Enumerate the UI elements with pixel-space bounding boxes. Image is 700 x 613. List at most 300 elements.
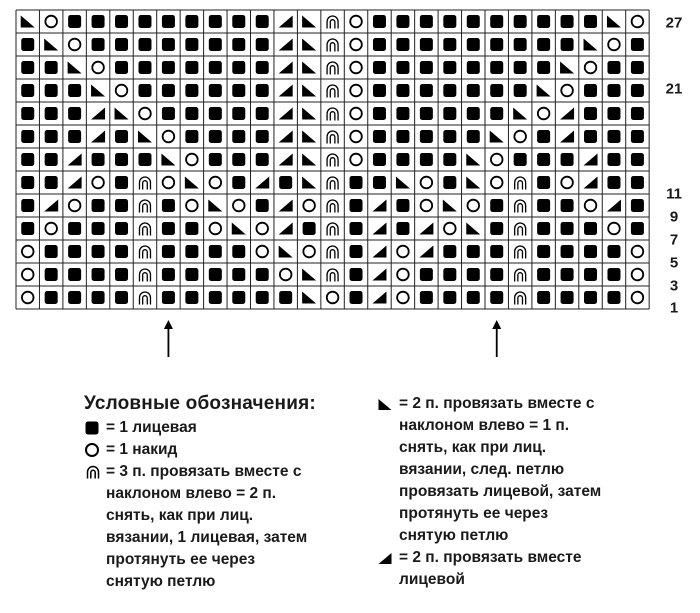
knit-stitch-icon: [209, 61, 222, 74]
knit-stitch-icon: [396, 199, 409, 212]
k2tog-left-icon: [44, 39, 58, 51]
k2tog-left-icon: [466, 177, 480, 189]
k3tog-left-icon: [515, 223, 526, 236]
k2tog-icon: [279, 131, 293, 143]
knit-stitch-icon: [45, 153, 58, 166]
k2tog-icon: [372, 246, 386, 258]
yarn-over-icon: [280, 269, 292, 281]
knit-stitch-icon: [420, 153, 433, 166]
knit-stitch-icon: [607, 107, 620, 120]
knit-stitch-icon: [256, 268, 269, 281]
yarn-over-icon: [350, 62, 362, 74]
knit-stitch-icon: [443, 268, 456, 281]
knit-stitch-icon: [68, 268, 81, 281]
yarn-over-icon: [514, 131, 526, 143]
knit-stitch-icon: [537, 245, 550, 258]
knit-stitch-icon: [443, 130, 456, 143]
knit-stitch-icon: [467, 245, 480, 258]
k2tog-left-icon: [537, 85, 551, 97]
k2tog-icon: [255, 177, 269, 189]
knit-stitch-icon: [185, 130, 198, 143]
yarn-over-icon: [186, 154, 198, 166]
knit-stitch-icon: [561, 268, 574, 281]
knit-stitch-icon: [631, 153, 644, 166]
knit-stitch-icon: [584, 15, 597, 28]
k2tog-left-icon: [302, 154, 316, 166]
knit-stitch-icon: [490, 268, 503, 281]
knit-stitch-icon: [420, 130, 433, 143]
knit-stitch-icon: [373, 61, 386, 74]
knit-stitch-icon: [232, 268, 245, 281]
knit-stitch-icon: [631, 199, 644, 212]
knit-stitch-icon: [162, 291, 175, 304]
knit-stitch-icon: [68, 222, 81, 235]
yarn-over-icon: [210, 223, 222, 235]
yarn-over-icon: [303, 200, 315, 212]
legend-right: [377, 393, 677, 591]
knit-stitch-icon: [584, 291, 597, 304]
k3tog-left-icon: [139, 177, 150, 189]
knit-stitch-icon: [373, 176, 386, 189]
knit-stitch-icon: [232, 291, 245, 304]
knit-stitch-icon: [561, 291, 574, 304]
knit-stitch-icon: [443, 15, 456, 28]
k2tog-icon: [68, 154, 82, 166]
knit-stitch-icon: [631, 176, 644, 189]
knit-stitch-icon: [68, 84, 81, 97]
k2tog-left-icon: [513, 108, 527, 120]
yarn-over-icon: [491, 177, 503, 189]
yarn-over-icon: [421, 177, 433, 189]
yarn-over-icon: [233, 200, 245, 212]
knit-stitch-icon: [467, 130, 480, 143]
knit-stitch-icon: [514, 153, 527, 166]
k2tog-left-icon: [185, 177, 199, 189]
knit-stitch-icon: [45, 61, 58, 74]
k3tog-left-icon: [327, 269, 338, 282]
knit-stitch-icon: [21, 38, 34, 51]
yarn-over-icon: [256, 223, 268, 235]
yarn-over-icon: [350, 154, 362, 166]
knit-stitch-icon: [420, 107, 433, 120]
knit-stitch-icon: [467, 107, 480, 120]
k2tog-left-icon: [302, 269, 316, 281]
yarn-over-icon: [632, 292, 644, 304]
knit-stitch-icon: [92, 15, 105, 28]
knit-stitch-icon: [373, 38, 386, 51]
k2tog-left-icon: [607, 16, 621, 28]
knit-stitch-icon: [537, 153, 550, 166]
knit-stitch-icon: [607, 291, 620, 304]
knit-stitch-icon: [467, 291, 480, 304]
k2tog-icon: [279, 85, 293, 97]
knit-stitch-icon: [396, 107, 409, 120]
knit-stitch-icon: [84, 417, 106, 439]
yarn-over-icon: [538, 108, 550, 120]
legend-text-knit: = 1 лицевая: [106, 419, 197, 436]
k2tog-left-icon: [68, 62, 82, 74]
legend-title: Условные обозначения:: [84, 393, 316, 414]
knit-stitch-icon: [115, 291, 128, 304]
legend-entry-knit: [84, 417, 354, 439]
k3tog-left-icon: [327, 246, 338, 258]
k2tog-icon: [560, 108, 574, 120]
knit-stitch-icon: [45, 107, 58, 120]
knit-stitch-icon: [514, 61, 527, 74]
row-number-label: 5: [669, 254, 679, 272]
knit-stitch-icon: [21, 107, 34, 120]
k3tog-left-icon: [84, 461, 106, 483]
legend-text-k3tog-left: = 3 п. провязать вместе с наклоном влево = 2 п. снять, как при лиц. вязании, 1 лицевая, затем протянуть ее через снятую петлю: [106, 463, 308, 590]
knit-stitch-icon: [631, 61, 644, 74]
knit-stitch-icon: [232, 153, 245, 166]
knit-stitch-icon: [68, 130, 81, 143]
knit-stitch-icon: [92, 153, 105, 166]
knit-stitch-icon: [138, 153, 151, 166]
yarn-over-icon: [585, 62, 597, 74]
knit-stitch-icon: [45, 84, 58, 97]
knit-stitch-icon: [21, 130, 34, 143]
knit-stitch-icon: [350, 268, 363, 281]
knit-stitch-icon: [232, 176, 245, 189]
yarn-over-icon: [139, 108, 151, 120]
k2tog-icon: [279, 108, 293, 120]
k3tog-left-icon: [515, 177, 526, 189]
yarn-over-icon: [92, 62, 104, 74]
knit-stitch-icon: [232, 15, 245, 28]
knit-stitch-icon: [92, 222, 105, 235]
knit-stitch-icon: [138, 38, 151, 51]
knit-stitch-icon: [232, 61, 245, 74]
knit-stitch-icon: [256, 15, 269, 28]
knit-stitch-icon: [185, 268, 198, 281]
k2tog-left-icon: [302, 62, 316, 74]
knit-stitch-icon: [490, 222, 503, 235]
yarn-over-icon: [84, 439, 106, 461]
knit-stitch-icon: [443, 153, 456, 166]
knit-stitch-icon: [443, 84, 456, 97]
k2tog-icon: [584, 154, 598, 166]
k2tog-left-icon: [377, 393, 399, 415]
k3tog-left-icon: [515, 269, 526, 282]
knit-stitch-icon: [607, 176, 620, 189]
knit-stitch-icon: [373, 130, 386, 143]
knit-stitch-icon: [350, 199, 363, 212]
knit-stitch-icon: [467, 38, 480, 51]
k2tog-left-icon: [466, 154, 480, 166]
legend-text-k2tog: = 2 п. провязать вместе лицевой: [399, 549, 582, 588]
knit-stitch-icon: [256, 61, 269, 74]
knit-stitch-icon: [45, 130, 58, 143]
knit-stitch-icon: [420, 291, 433, 304]
yarn-over-icon: [22, 269, 34, 281]
k2tog-icon: [91, 131, 105, 143]
knit-stitch-icon: [373, 107, 386, 120]
k2tog-icon: [44, 200, 58, 212]
knit-stitch-icon: [185, 291, 198, 304]
k2tog-icon: [279, 223, 293, 235]
knit-stitch-icon: [490, 61, 503, 74]
knit-stitch-icon: [490, 245, 503, 258]
knit-stitch-icon: [209, 38, 222, 51]
knit-stitch-icon: [537, 268, 550, 281]
k2tog-left-icon: [138, 131, 152, 143]
knit-stitch-icon: [162, 199, 175, 212]
knit-stitch-icon: [631, 84, 644, 97]
knit-stitch-icon: [45, 268, 58, 281]
knit-stitch-icon: [490, 107, 503, 120]
knit-stitch-icon: [631, 222, 644, 235]
knit-stitch-icon: [443, 245, 456, 258]
yarn-over-icon: [163, 177, 175, 189]
knit-stitch-icon: [467, 61, 480, 74]
yarn-over-icon: [608, 39, 620, 51]
k2tog-icon: [372, 292, 386, 304]
knit-stitch-icon: [584, 84, 597, 97]
k2tog-icon: [372, 269, 386, 281]
k3tog-left-icon: [327, 16, 338, 29]
k3tog-left-icon: [139, 246, 150, 258]
k3tog-left-icon: [327, 131, 338, 144]
knit-stitch-icon: [115, 130, 128, 143]
yarn-over-icon: [45, 223, 57, 235]
yarn-over-icon: [350, 16, 362, 28]
k2tog-left-icon: [302, 131, 316, 143]
knit-stitch-icon: [537, 38, 550, 51]
knit-stitch-icon: [396, 61, 409, 74]
legend-text-k2tog-left: = 2 п. провязать вместе с наклоном влево = 1 п. снять, как при лиц. вязании, след. петлю провязать лицевой, затем протянуть ее через снятую петлю: [399, 395, 602, 544]
k2tog-left-icon: [302, 177, 316, 189]
k2tog-left-icon: [232, 223, 246, 235]
yarn-over-icon: [303, 246, 315, 258]
knit-stitch-icon: [115, 222, 128, 235]
k2tog-icon: [372, 223, 386, 235]
yarn-over-icon: [350, 39, 362, 51]
k3tog-left-icon: [515, 292, 526, 305]
k3tog-left-icon: [327, 85, 338, 98]
yarn-over-icon: [632, 246, 644, 258]
knit-stitch-icon: [45, 176, 58, 189]
yarn-over-icon: [45, 16, 57, 28]
k3tog-left-icon: [515, 200, 526, 213]
knit-stitch-icon: [45, 291, 58, 304]
row-number-label: 3: [669, 277, 679, 295]
knit-stitch-icon: [185, 222, 198, 235]
legend-text-yarn-over: = 1 накид: [106, 441, 178, 458]
knit-stitch-icon: [209, 15, 222, 28]
k3tog-left-icon: [139, 200, 150, 213]
knit-stitch-icon: [115, 38, 128, 51]
knit-stitch-icon: [561, 38, 574, 51]
knit-stitch-icon: [162, 61, 175, 74]
pattern-repeat-arrow: [492, 320, 501, 357]
knit-stitch-icon: [490, 291, 503, 304]
knit-stitch-icon: [115, 15, 128, 28]
knit-stitch-icon: [607, 153, 620, 166]
knit-stitch-icon: [256, 153, 269, 166]
k2tog-left-icon: [302, 292, 316, 304]
knit-stitch-icon: [162, 15, 175, 28]
knit-stitch-icon: [584, 222, 597, 235]
knit-stitch-icon: [115, 153, 128, 166]
k2tog-left-icon: [279, 246, 293, 258]
knit-stitch-icon: [350, 291, 363, 304]
knit-stitch-icon: [138, 61, 151, 74]
knit-stitch-icon: [396, 38, 409, 51]
knit-stitch-icon: [209, 291, 222, 304]
k3tog-left-icon: [139, 292, 150, 305]
knit-stitch-icon: [185, 15, 198, 28]
knit-stitch-icon: [92, 268, 105, 281]
k2tog-left-icon: [208, 200, 222, 212]
legend-entry-k2tog-left: [377, 393, 677, 547]
knit-stitch-icon: [232, 38, 245, 51]
yarn-over-icon: [22, 292, 34, 304]
knit-stitch-icon: [68, 15, 81, 28]
yarn-over-icon: [608, 223, 620, 235]
knit-stitch-icon: [209, 245, 222, 258]
knit-stitch-icon: [561, 153, 574, 166]
knit-stitch-icon: [584, 107, 597, 120]
legend-entry-yarn-over: [84, 439, 354, 461]
knit-stitch-icon: [115, 176, 128, 189]
yarn-over-icon: [210, 177, 222, 189]
knit-stitch-icon: [303, 222, 316, 235]
knit-stitch-icon: [561, 222, 574, 235]
k3tog-left-icon: [327, 62, 338, 74]
k2tog-icon: [419, 246, 433, 258]
knit-stitch-icon: [467, 15, 480, 28]
knit-stitch-icon: [396, 153, 409, 166]
legend-entry-k3tog-left: [84, 461, 354, 593]
knit-stitch-icon: [162, 268, 175, 281]
knit-stitch-icon: [162, 38, 175, 51]
knit-stitch-icon: [256, 291, 269, 304]
knit-stitch-icon: [607, 130, 620, 143]
k3tog-left-icon: [327, 200, 338, 213]
yarn-over-icon: [92, 177, 104, 189]
k2tog-icon: [279, 154, 293, 166]
knit-stitch-icon: [631, 38, 644, 51]
knit-stitch-icon: [514, 38, 527, 51]
knit-stitch-icon: [115, 199, 128, 212]
knit-stitch-icon: [514, 84, 527, 97]
row-number-label: 27: [665, 14, 683, 32]
knit-stitch-icon: [561, 245, 574, 258]
knit-stitch-icon: [443, 107, 456, 120]
knit-stitch-icon: [68, 107, 81, 120]
knit-stitch-icon: [209, 130, 222, 143]
knit-stitch-icon: [21, 153, 34, 166]
k2tog-left-icon: [115, 108, 129, 120]
knit-stitch-icon: [373, 84, 386, 97]
k3tog-left-icon: [139, 269, 150, 282]
k3tog-left-icon: [327, 223, 338, 236]
k2tog-left-icon: [21, 16, 35, 28]
knit-stitch-icon: [584, 245, 597, 258]
k2tog-left-icon: [560, 62, 574, 74]
knit-stitch-icon: [138, 15, 151, 28]
knit-stitch-icon: [92, 245, 105, 258]
knit-stitch-icon: [420, 84, 433, 97]
knit-stitch-icon: [537, 222, 550, 235]
knit-stitch-icon: [209, 153, 222, 166]
yarn-over-icon: [561, 85, 573, 97]
knit-stitch-icon: [232, 130, 245, 143]
k2tog-icon: [279, 62, 293, 74]
yarn-over-icon: [397, 292, 409, 304]
yarn-over-icon: [327, 292, 339, 304]
k2tog-left-icon: [161, 154, 175, 166]
row-number-label: 7: [669, 231, 679, 249]
knit-stitch-icon: [68, 291, 81, 304]
knit-stitch-icon: [631, 107, 644, 120]
knit-stitch-icon: [584, 130, 597, 143]
yarn-over-icon: [421, 200, 433, 212]
yarn-over-icon: [585, 200, 597, 212]
k3tog-left-icon: [515, 246, 526, 258]
knit-stitch-icon: [443, 176, 456, 189]
row-number-label: 11: [666, 185, 682, 203]
knit-stitch-icon: [256, 38, 269, 51]
k3tog-left-icon: [327, 108, 338, 121]
knit-stitch-icon: [537, 130, 550, 143]
chart-grid: [16, 10, 649, 309]
yarn-over-icon: [350, 85, 362, 97]
yarn-over-icon: [561, 177, 573, 189]
knit-stitch-icon: [396, 130, 409, 143]
knit-stitch-icon: [537, 176, 550, 189]
yarn-over-icon: [397, 246, 409, 258]
knit-stitch-icon: [21, 61, 34, 74]
knit-stitch-icon: [185, 107, 198, 120]
knit-stitch-icon: [232, 107, 245, 120]
yarn-over-icon: [467, 200, 479, 212]
knit-stitch-icon: [209, 84, 222, 97]
knit-stitch-icon: [115, 61, 128, 74]
knit-stitch-icon: [490, 84, 503, 97]
k2tog-left-icon: [396, 177, 410, 189]
knit-stitch-icon: [561, 15, 574, 28]
knit-stitch-icon: [396, 15, 409, 28]
yarn-over-icon: [22, 246, 34, 258]
knit-stitch-icon: [561, 199, 574, 212]
knit-stitch-icon: [162, 222, 175, 235]
yarn-over-icon: [350, 131, 362, 143]
yarn-over-icon: [256, 246, 268, 258]
k2tog-icon: [68, 177, 82, 189]
yarn-over-icon: [350, 108, 362, 120]
knit-stitch-icon: [420, 61, 433, 74]
knit-stitch-icon: [21, 176, 34, 189]
k2tog-icon: [279, 16, 293, 28]
knit-stitch-icon: [631, 130, 644, 143]
knit-stitch-icon: [185, 61, 198, 74]
k2tog-left-icon: [302, 16, 316, 28]
k2tog-left-icon: [584, 39, 598, 51]
knit-stitch-icon: [185, 245, 198, 258]
k2tog-icon: [560, 131, 574, 143]
k2tog-left-icon: [443, 200, 457, 212]
knit-stitch-icon: [68, 245, 81, 258]
knit-stitch-icon: [420, 268, 433, 281]
knit-stitch-icon: [256, 107, 269, 120]
knit-stitch-icon: [607, 61, 620, 74]
knit-stitch-icon: [350, 176, 363, 189]
knit-stitch-icon: [607, 268, 620, 281]
knit-stitch-icon: [256, 84, 269, 97]
knit-stitch-icon: [607, 84, 620, 97]
